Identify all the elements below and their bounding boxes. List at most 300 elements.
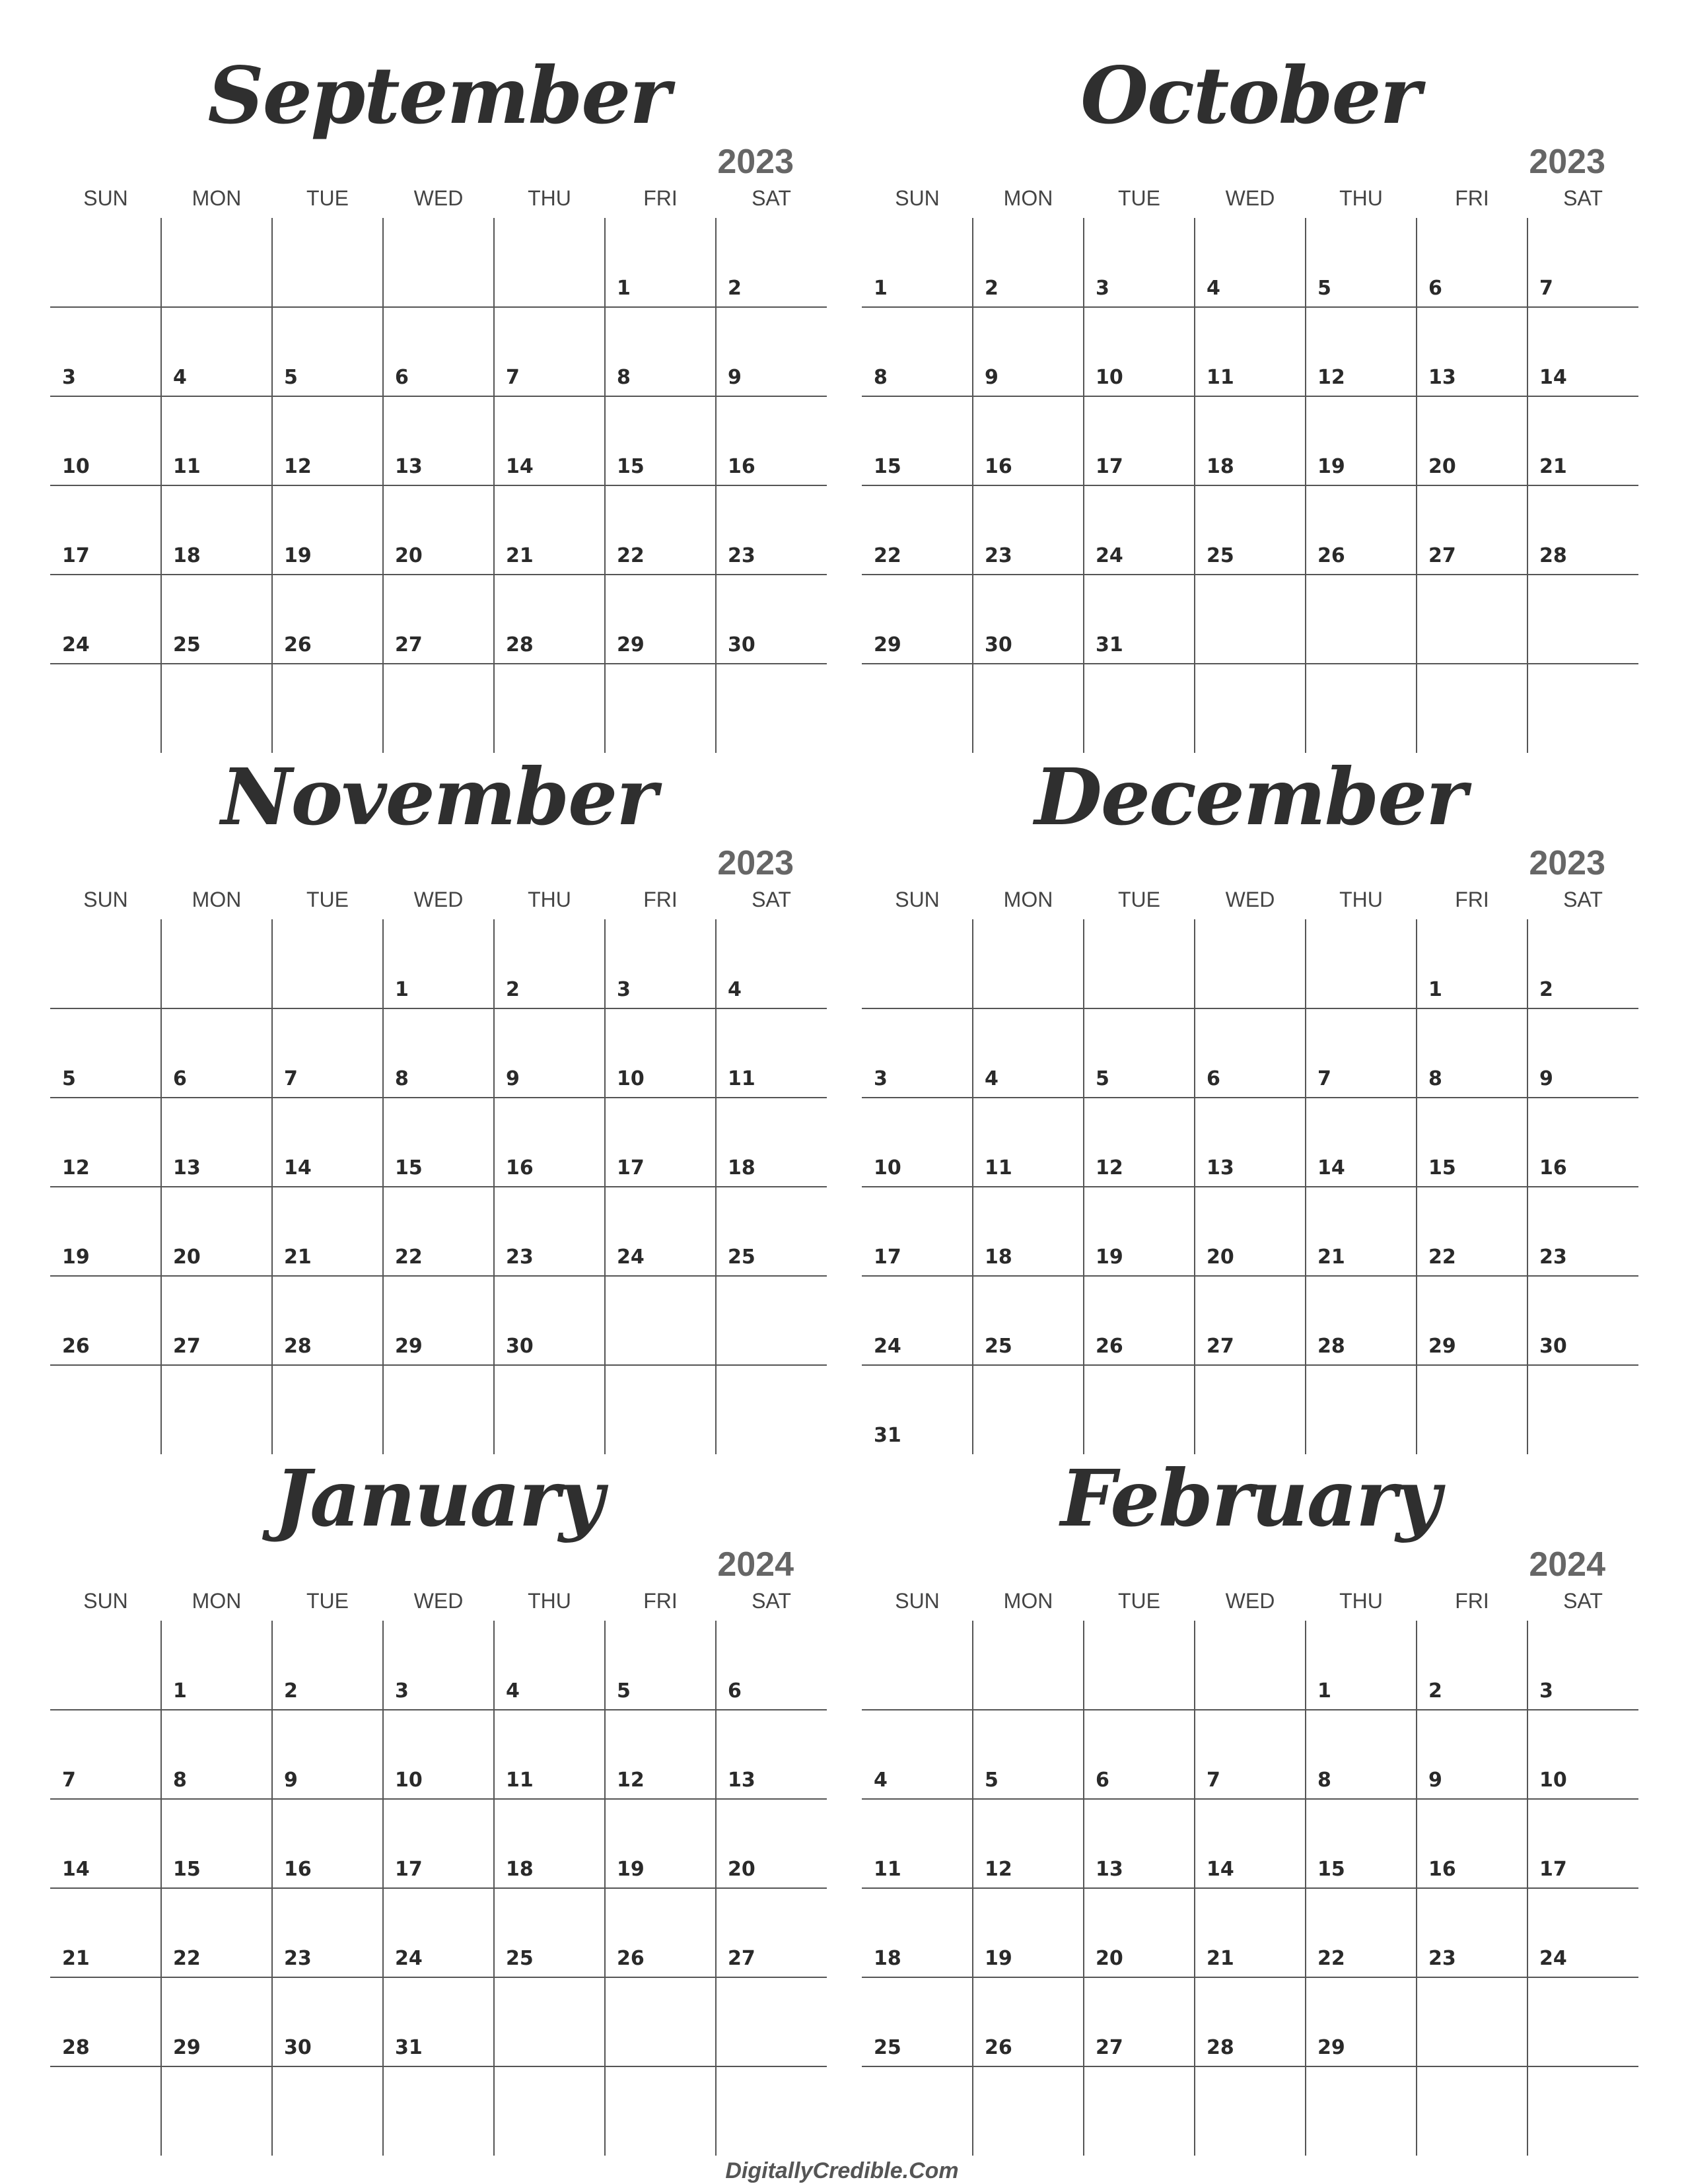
month-title: September <box>207 50 670 141</box>
grid-col-line <box>972 218 973 307</box>
grid-col-line <box>1305 1710 1306 1799</box>
grid-col-line <box>715 919 717 1008</box>
day-number: 11 <box>173 455 201 478</box>
day-number: 19 <box>985 1947 1012 1970</box>
day-number: 29 <box>173 2036 201 2059</box>
grid-col-line <box>604 1888 606 1977</box>
weekday-header: THU <box>1339 1589 1383 1613</box>
grid-col-line <box>1527 1710 1528 1799</box>
grid-col-line <box>604 664 606 753</box>
day-number: 28 <box>1539 544 1567 567</box>
grid-col-line <box>382 1799 384 1888</box>
grid-col-line <box>604 1276 606 1365</box>
day-number: 24 <box>1539 1947 1567 1970</box>
day-number: 26 <box>985 2036 1012 2059</box>
day-number: 26 <box>284 633 312 656</box>
grid-col-line <box>715 1621 717 1710</box>
grid-col-line <box>271 485 273 575</box>
day-number: 30 <box>1539 1335 1567 1358</box>
day-number: 19 <box>62 1246 90 1269</box>
weekday-header: MON <box>192 186 242 210</box>
grid-col-line <box>271 396 273 485</box>
grid-col-line <box>493 1977 495 2066</box>
grid-col-line <box>1305 664 1306 753</box>
grid-row-line <box>50 574 827 575</box>
grid-col-line <box>493 664 495 753</box>
grid-col-line <box>1416 1621 1417 1710</box>
grid-col-line <box>972 1187 973 1276</box>
day-number: 14 <box>1207 1858 1234 1881</box>
month-title: October <box>1080 50 1420 141</box>
grid-col-line <box>972 1098 973 1187</box>
day-number: 17 <box>62 544 90 567</box>
day-grid <box>50 1621 827 2156</box>
grid-col-line <box>160 1977 162 2066</box>
grid-col-line <box>972 307 973 396</box>
grid-col-line <box>271 919 273 1008</box>
day-number: 3 <box>395 1679 409 1703</box>
grid-col-line <box>1305 919 1306 1008</box>
grid-col-line <box>1194 1276 1195 1365</box>
day-number: 16 <box>1428 1858 1456 1881</box>
grid-row-line <box>50 2066 827 2067</box>
day-grid <box>862 919 1638 1454</box>
grid-col-line <box>493 1276 495 1365</box>
weekday-header: TUE <box>306 888 349 911</box>
grid-col-line <box>715 1008 717 1098</box>
day-number: 2 <box>985 277 999 300</box>
grid-col-line <box>715 485 717 575</box>
day-number: 20 <box>1096 1947 1123 1970</box>
grid-col-line <box>1416 1710 1417 1799</box>
grid-col-line <box>604 396 606 485</box>
grid-col-line <box>493 575 495 664</box>
day-number: 27 <box>728 1947 755 1970</box>
day-number: 23 <box>284 1947 312 1970</box>
day-number: 9 <box>1428 1769 1442 1792</box>
day-number: 20 <box>728 1858 755 1881</box>
day-number: 18 <box>173 544 201 567</box>
day-number: 30 <box>506 1335 534 1358</box>
weekday-header: TUE <box>1118 1589 1160 1613</box>
grid-col-line <box>1305 1365 1306 1454</box>
weekday-header: THU <box>1339 888 1383 911</box>
grid-col-line <box>493 1008 495 1098</box>
grid-col-line <box>493 485 495 575</box>
weekday-header: SAT <box>1563 1589 1603 1613</box>
grid-col-line <box>972 396 973 485</box>
grid-col-line <box>271 1799 273 1888</box>
grid-col-line <box>1194 1098 1195 1187</box>
day-number: 19 <box>284 544 312 567</box>
day-number: 9 <box>1539 1067 1553 1090</box>
weekday-header: FRI <box>1455 186 1489 210</box>
grid-col-line <box>1416 218 1417 307</box>
grid-col-line <box>493 1187 495 1276</box>
day-number: 6 <box>395 366 409 389</box>
day-number: 20 <box>173 1246 201 1269</box>
month-year: 2023 <box>717 143 794 181</box>
day-number: 10 <box>1539 1769 1567 1792</box>
day-number: 4 <box>728 978 742 1001</box>
grid-col-line <box>160 664 162 753</box>
grid-col-line <box>1527 1187 1528 1276</box>
day-number: 27 <box>1096 2036 1123 2059</box>
grid-col-line <box>715 1888 717 1977</box>
grid-col-line <box>382 485 384 575</box>
grid-col-line <box>1305 2066 1306 2156</box>
grid-col-line <box>271 1621 273 1710</box>
day-number: 28 <box>506 633 534 656</box>
grid-col-line <box>493 1365 495 1454</box>
day-number: 26 <box>1317 544 1345 567</box>
grid-row-line <box>862 574 1638 575</box>
grid-col-line <box>1305 1008 1306 1098</box>
grid-col-line <box>160 1187 162 1276</box>
grid-col-line <box>972 664 973 753</box>
day-number: 13 <box>728 1769 755 1792</box>
grid-col-line <box>493 2066 495 2156</box>
weekday-header: FRI <box>643 186 678 210</box>
day-number: 21 <box>1207 1947 1234 1970</box>
grid-row-line <box>862 1186 1638 1187</box>
day-number: 29 <box>874 633 901 656</box>
grid-col-line <box>493 307 495 396</box>
grid-col-line <box>715 1098 717 1187</box>
grid-col-line <box>1305 485 1306 575</box>
day-grid <box>50 218 827 753</box>
grid-col-line <box>160 1365 162 1454</box>
grid-col-line <box>1416 1187 1417 1276</box>
grid-col-line <box>1527 1621 1528 1710</box>
day-number: 15 <box>1317 1858 1345 1881</box>
grid-col-line <box>715 218 717 307</box>
weekday-header: WED <box>1225 888 1275 911</box>
day-number: 27 <box>1428 544 1456 567</box>
day-number: 7 <box>62 1769 76 1792</box>
grid-row-line <box>862 306 1638 308</box>
day-number: 21 <box>1317 1246 1345 1269</box>
grid-col-line <box>972 1365 973 1454</box>
weekday-header: FRI <box>1455 1589 1489 1613</box>
day-number: 9 <box>506 1067 520 1090</box>
grid-col-line <box>1305 1621 1306 1710</box>
weekday-header: SUN <box>895 888 940 911</box>
grid-col-line <box>1083 1008 1084 1098</box>
grid-col-line <box>1416 396 1417 485</box>
grid-col-line <box>1194 1888 1195 1977</box>
grid-col-line <box>604 1008 606 1098</box>
day-number: 2 <box>1428 1679 1442 1703</box>
grid-col-line <box>604 1977 606 2066</box>
day-number: 6 <box>1428 277 1442 300</box>
grid-col-line <box>271 307 273 396</box>
grid-col-line <box>493 396 495 485</box>
day-number: 15 <box>617 455 645 478</box>
day-number: 30 <box>985 633 1012 656</box>
grid-col-line <box>1083 396 1084 485</box>
day-number: 25 <box>173 633 201 656</box>
day-number: 10 <box>1096 366 1123 389</box>
grid-col-line <box>715 1187 717 1276</box>
day-number: 18 <box>506 1858 534 1881</box>
grid-col-line <box>972 1621 973 1710</box>
grid-col-line <box>160 1710 162 1799</box>
day-number: 11 <box>506 1769 534 1792</box>
grid-col-line <box>160 919 162 1008</box>
grid-row-line <box>862 1275 1638 1277</box>
day-number: 20 <box>1428 455 1456 478</box>
day-number: 3 <box>1539 1679 1553 1703</box>
day-number: 24 <box>1096 544 1123 567</box>
grid-row-line <box>862 1798 1638 1800</box>
day-number: 1 <box>395 978 409 1001</box>
day-number: 22 <box>1317 1947 1345 1970</box>
day-number: 10 <box>874 1156 901 1180</box>
grid-col-line <box>382 1888 384 1977</box>
weekday-header: SAT <box>752 1589 791 1613</box>
grid-col-line <box>1194 1977 1195 2066</box>
weekday-header: FRI <box>643 888 678 911</box>
day-number: 7 <box>284 1067 298 1090</box>
grid-col-line <box>271 1888 273 1977</box>
day-number: 16 <box>728 455 755 478</box>
grid-col-line <box>1305 1276 1306 1365</box>
day-number: 1 <box>1428 978 1442 1001</box>
grid-col-line <box>1194 1621 1195 1710</box>
day-number: 7 <box>1317 1067 1331 1090</box>
grid-col-line <box>160 485 162 575</box>
grid-col-line <box>1416 1799 1417 1888</box>
grid-col-line <box>493 1799 495 1888</box>
grid-col-line <box>972 1799 973 1888</box>
grid-col-line <box>493 919 495 1008</box>
day-number: 6 <box>728 1679 742 1703</box>
grid-col-line <box>1305 1888 1306 1977</box>
day-number: 16 <box>1539 1156 1567 1180</box>
day-number: 12 <box>62 1156 90 1180</box>
day-number: 10 <box>395 1769 423 1792</box>
grid-col-line <box>493 1098 495 1187</box>
grid-row-line <box>862 1364 1638 1366</box>
weekday-header: SUN <box>83 888 128 911</box>
weekday-header: SAT <box>1563 186 1603 210</box>
day-grid <box>862 218 1638 753</box>
weekday-header: TUE <box>306 186 349 210</box>
grid-col-line <box>972 1008 973 1098</box>
month-year: 2023 <box>1529 143 1605 181</box>
grid-row-line <box>50 1008 827 1009</box>
grid-col-line <box>1527 575 1528 664</box>
grid-col-line <box>1194 485 1195 575</box>
grid-col-line <box>604 1710 606 1799</box>
grid-col-line <box>715 2066 717 2156</box>
grid-col-line <box>160 1276 162 1365</box>
grid-col-line <box>493 1621 495 1710</box>
grid-col-line <box>1527 1799 1528 1888</box>
weekday-header: THU <box>1339 186 1383 210</box>
day-number: 13 <box>1428 366 1456 389</box>
day-number: 8 <box>617 366 631 389</box>
day-number: 12 <box>617 1769 645 1792</box>
day-number: 4 <box>985 1067 999 1090</box>
weekday-header: SUN <box>895 1589 940 1613</box>
day-number: 29 <box>1428 1335 1456 1358</box>
weekday-header: THU <box>528 186 571 210</box>
day-number: 9 <box>284 1769 298 1792</box>
grid-row-line <box>862 1097 1638 1098</box>
grid-row-line <box>862 1887 1638 1889</box>
weekday-header: SAT <box>1563 888 1603 911</box>
day-number: 26 <box>617 1947 645 1970</box>
grid-col-line <box>271 1977 273 2066</box>
day-number: 9 <box>985 366 999 389</box>
month-year: 2024 <box>717 1545 794 1584</box>
grid-col-line <box>382 218 384 307</box>
grid-col-line <box>1194 575 1195 664</box>
day-number: 10 <box>617 1067 645 1090</box>
day-number: 20 <box>1207 1246 1234 1269</box>
grid-col-line <box>160 1008 162 1098</box>
day-number: 17 <box>1539 1858 1567 1881</box>
day-number: 12 <box>1317 366 1345 389</box>
day-number: 24 <box>617 1246 645 1269</box>
grid-col-line <box>1416 1888 1417 1977</box>
grid-col-line <box>1194 1799 1195 1888</box>
grid-col-line <box>1083 218 1084 307</box>
grid-col-line <box>1416 307 1417 396</box>
day-number: 27 <box>173 1335 201 1358</box>
day-number: 28 <box>62 2036 90 2059</box>
weekday-header: MON <box>192 888 242 911</box>
day-number: 4 <box>1207 277 1220 300</box>
grid-col-line <box>1194 1008 1195 1098</box>
grid-col-line <box>382 1621 384 1710</box>
grid-col-line <box>1305 1187 1306 1276</box>
day-number: 21 <box>62 1947 90 1970</box>
grid-col-line <box>715 1276 717 1365</box>
day-number: 25 <box>1207 544 1234 567</box>
month-february <box>862 1442 1638 2113</box>
grid-col-line <box>1194 307 1195 396</box>
day-number: 25 <box>506 1947 534 1970</box>
day-number: 14 <box>1539 366 1567 389</box>
grid-col-line <box>604 485 606 575</box>
weekday-header: SUN <box>895 186 940 210</box>
day-number: 12 <box>985 1858 1012 1881</box>
weekday-header: WED <box>413 1589 464 1613</box>
grid-col-line <box>382 1008 384 1098</box>
grid-row-line <box>50 1798 827 1800</box>
day-number: 7 <box>1539 277 1553 300</box>
weekday-header: FRI <box>643 1589 678 1613</box>
grid-col-line <box>160 1098 162 1187</box>
day-number: 15 <box>1428 1156 1456 1180</box>
grid-row-line <box>862 1977 1638 1978</box>
day-number: 19 <box>1317 455 1345 478</box>
grid-col-line <box>1416 2066 1417 2156</box>
day-number: 2 <box>1539 978 1553 1001</box>
grid-row-line <box>50 1097 827 1098</box>
grid-col-line <box>382 2066 384 2156</box>
day-number: 13 <box>1096 1858 1123 1881</box>
day-number: 18 <box>985 1246 1012 1269</box>
day-number: 13 <box>1207 1156 1234 1180</box>
grid-col-line <box>271 1276 273 1365</box>
grid-col-line <box>1527 919 1528 1008</box>
day-number: 21 <box>1539 455 1567 478</box>
grid-col-line <box>1305 1799 1306 1888</box>
day-number: 11 <box>985 1156 1012 1180</box>
grid-col-line <box>1194 218 1195 307</box>
day-number: 9 <box>728 366 742 389</box>
grid-row-line <box>862 1709 1638 1710</box>
grid-col-line <box>271 218 273 307</box>
month-december <box>862 741 1638 1447</box>
day-number: 5 <box>62 1067 76 1090</box>
weekday-header: MON <box>1003 888 1053 911</box>
grid-col-line <box>604 1187 606 1276</box>
grid-col-line <box>1083 664 1084 753</box>
month-october <box>862 40 1638 710</box>
day-number: 4 <box>874 1769 888 1792</box>
grid-col-line <box>972 1888 973 1977</box>
grid-row-line <box>50 1186 827 1187</box>
grid-col-line <box>604 218 606 307</box>
grid-row-line <box>50 1275 827 1277</box>
grid-col-line <box>382 664 384 753</box>
month-year: 2024 <box>1529 1545 1605 1584</box>
day-number: 4 <box>173 366 187 389</box>
month-january <box>50 1442 827 2113</box>
weekday-header: WED <box>1225 186 1275 210</box>
grid-col-line <box>1416 1008 1417 1098</box>
grid-col-line <box>1083 1187 1084 1276</box>
day-number: 8 <box>874 366 888 389</box>
weekday-header: SUN <box>83 1589 128 1613</box>
month-september <box>50 40 827 710</box>
day-number: 3 <box>62 366 76 389</box>
grid-col-line <box>972 919 973 1008</box>
grid-col-line <box>160 218 162 307</box>
grid-col-line <box>1194 1365 1195 1454</box>
weekday-header: SUN <box>83 186 128 210</box>
grid-row-line <box>862 485 1638 486</box>
day-number: 15 <box>874 455 901 478</box>
grid-col-line <box>1416 575 1417 664</box>
grid-col-line <box>972 1710 973 1799</box>
day-number: 24 <box>874 1335 901 1358</box>
grid-col-line <box>715 1977 717 2066</box>
day-number: 19 <box>617 1858 645 1881</box>
grid-col-line <box>1083 575 1084 664</box>
day-number: 28 <box>1317 1335 1345 1358</box>
weekday-header: FRI <box>1455 888 1489 911</box>
grid-col-line <box>1194 1187 1195 1276</box>
day-number: 29 <box>1317 2036 1345 2059</box>
day-number: 2 <box>506 978 520 1001</box>
grid-col-line <box>382 919 384 1008</box>
grid-col-line <box>382 1365 384 1454</box>
grid-col-line <box>382 1098 384 1187</box>
grid-col-line <box>972 2066 973 2156</box>
day-number: 21 <box>284 1246 312 1269</box>
day-number: 18 <box>728 1156 755 1180</box>
grid-col-line <box>1305 218 1306 307</box>
grid-col-line <box>271 1187 273 1276</box>
month-title: December <box>1034 751 1466 843</box>
grid-col-line <box>715 664 717 753</box>
